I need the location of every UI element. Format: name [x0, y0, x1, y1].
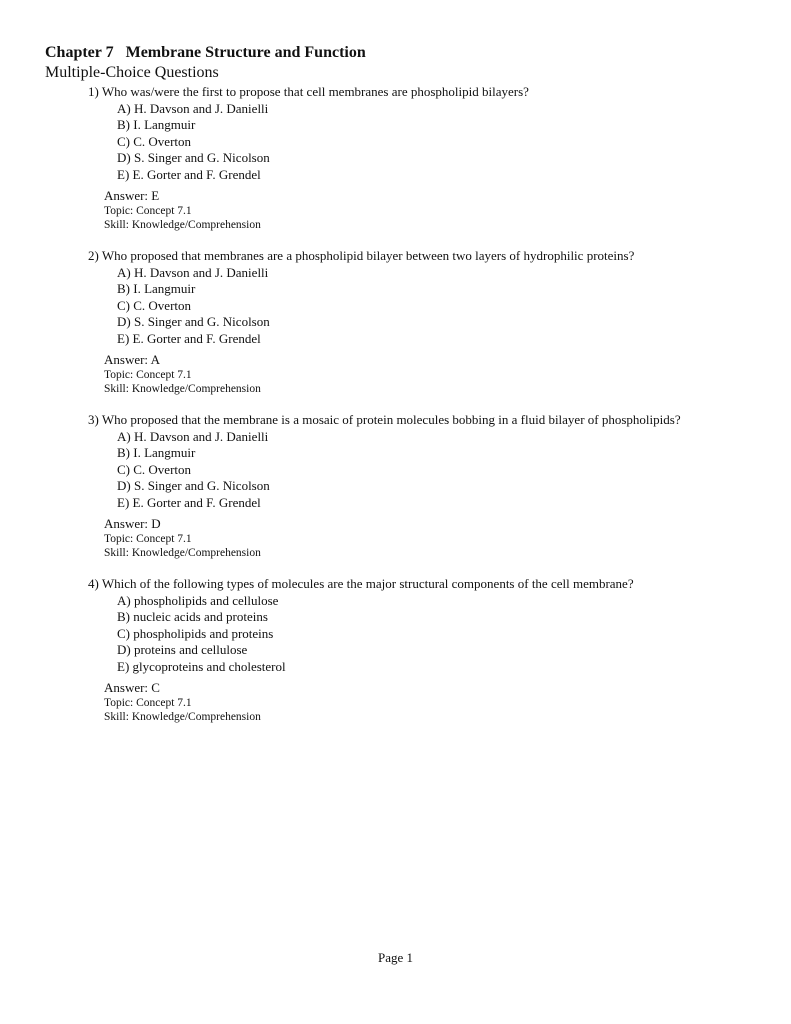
option-c	[117, 626, 778, 643]
answer-line	[104, 680, 778, 696]
chapter-title	[45, 44, 366, 62]
skill-value: Knowledge/Comprehension	[131, 219, 261, 231]
option-text: proteins and cellulose	[133, 642, 248, 657]
option-e	[117, 659, 778, 676]
answer-value: D	[151, 516, 161, 531]
option-text: I. Langmuir	[133, 445, 196, 460]
option-text: E. Gorter and F. Grendel	[132, 494, 261, 510]
option-e	[117, 167, 778, 184]
option-e	[117, 495, 778, 512]
topic-label: Topic:	[104, 369, 134, 381]
option-text: E. Gorter and F. Grendel	[132, 330, 261, 346]
option-list	[117, 593, 778, 676]
question-meta	[104, 188, 778, 232]
option-letter: E)	[117, 330, 130, 346]
skill-line	[104, 218, 778, 232]
option-c	[117, 134, 778, 151]
topic-value: Concept 7.1	[136, 697, 192, 709]
option-c	[117, 298, 778, 315]
question-2	[88, 248, 778, 396]
option-letter: A)	[117, 428, 131, 444]
question-text: Who proposed that the membrane is a mosaic of protein molecules bobbing in a fluid bilayer of phospholipids?	[101, 412, 681, 427]
option-b	[117, 445, 778, 462]
option-letter: B)	[117, 609, 130, 624]
answer-label: Answer:	[104, 188, 149, 203]
option-list	[117, 265, 778, 348]
option-d	[117, 642, 778, 659]
chapter-label: Chapter 7	[45, 44, 114, 61]
question-number: 4)	[88, 576, 99, 591]
answer-value: C	[151, 680, 160, 695]
question-stem	[88, 248, 778, 265]
answer-line	[104, 188, 778, 204]
option-letter: D)	[117, 314, 131, 329]
topic-line	[104, 532, 778, 546]
option-a	[117, 101, 778, 118]
option-letter: C)	[117, 133, 130, 149]
section-title: Multiple-Choice Questions	[45, 64, 219, 81]
answer-line	[104, 516, 778, 532]
question-meta	[104, 516, 778, 560]
skill-label: Skill:	[104, 219, 129, 231]
skill-value: Knowledge/Comprehension	[131, 711, 261, 723]
answer-label: Answer:	[104, 516, 149, 531]
option-letter: B)	[117, 445, 130, 460]
answer-value: A	[150, 352, 160, 367]
topic-label: Topic:	[104, 205, 134, 217]
option-text: S. Singer and G. Nicolson	[133, 314, 270, 329]
answer-line	[104, 352, 778, 368]
question-stem	[88, 412, 778, 429]
answer-label: Answer:	[104, 680, 149, 695]
option-a	[117, 429, 778, 446]
option-letter: E)	[117, 494, 130, 510]
option-b	[117, 609, 778, 626]
option-letter: C)	[117, 625, 130, 641]
option-text: E. Gorter and F. Grendel	[132, 166, 261, 182]
question-text: Who was/were the first to propose that cell membranes are phospholipid bilayers?	[101, 84, 529, 99]
question-number: 2)	[88, 248, 99, 263]
option-text: H. Davson and J. Danielli	[133, 428, 269, 444]
option-letter: B)	[117, 281, 130, 296]
answer-label: Answer:	[104, 352, 149, 367]
option-e	[117, 331, 778, 348]
question-3	[88, 412, 778, 560]
option-letter: D)	[117, 150, 131, 165]
option-d	[117, 478, 778, 495]
option-letter: B)	[117, 117, 130, 132]
skill-line	[104, 546, 778, 560]
skill-line	[104, 710, 778, 724]
question-meta	[104, 680, 778, 724]
answer-value: E	[151, 188, 160, 203]
option-text: H. Davson and J. Danielli	[133, 100, 269, 116]
option-text: C. Overton	[133, 461, 192, 477]
option-text: C. Overton	[133, 297, 192, 313]
option-d	[117, 150, 778, 167]
option-letter: A)	[117, 264, 131, 280]
question-text: Who proposed that membranes are a phospholipid bilayer between two layers of hydrophilic proteins?	[101, 248, 635, 263]
option-letter: C)	[117, 461, 130, 477]
question-1	[88, 84, 778, 232]
question-stem	[88, 84, 778, 101]
topic-value: Concept 7.1	[136, 533, 192, 545]
topic-line	[104, 696, 778, 710]
question-stem	[88, 576, 778, 593]
option-letter: E)	[117, 166, 130, 182]
option-letter: D)	[117, 478, 131, 493]
option-text: H. Davson and J. Danielli	[133, 264, 269, 280]
option-text: S. Singer and G. Nicolson	[133, 150, 270, 165]
option-text: nucleic acids and proteins	[133, 609, 268, 624]
topic-label: Topic:	[104, 697, 134, 709]
option-letter: E)	[117, 658, 130, 674]
option-letter: C)	[117, 297, 130, 313]
option-letter: A)	[117, 592, 131, 608]
option-text: I. Langmuir	[133, 117, 196, 132]
skill-label: Skill:	[104, 547, 129, 559]
topic-label: Topic:	[104, 533, 134, 545]
chapter-name: Membrane Structure and Function	[125, 44, 366, 61]
option-text: S. Singer and G. Nicolson	[133, 478, 270, 493]
option-text: glycoproteins and cholesterol	[132, 658, 286, 674]
topic-value: Concept 7.1	[136, 205, 192, 217]
question-number: 3)	[88, 412, 99, 427]
option-text: C. Overton	[133, 133, 192, 149]
page-number: Page 1	[377, 950, 414, 965]
option-list	[117, 429, 778, 512]
skill-value: Knowledge/Comprehension	[131, 547, 261, 559]
option-list	[117, 101, 778, 184]
question-meta	[104, 352, 778, 396]
skill-label: Skill:	[104, 711, 129, 723]
option-a	[117, 265, 778, 282]
question-4	[88, 576, 778, 724]
option-a	[117, 593, 778, 610]
skill-value: Knowledge/Comprehension	[131, 383, 261, 395]
skill-label: Skill:	[104, 383, 129, 395]
option-letter: D)	[117, 642, 131, 657]
option-text: phospholipids and cellulose	[133, 592, 279, 608]
option-d	[117, 314, 778, 331]
skill-line	[104, 382, 778, 396]
option-text: I. Langmuir	[133, 281, 196, 296]
topic-value: Concept 7.1	[136, 369, 192, 381]
option-text: phospholipids and proteins	[133, 625, 274, 641]
question-text: Which of the following types of molecules are the major structural components of the cell membrane?	[101, 576, 634, 591]
option-letter: A)	[117, 100, 131, 116]
question-number: 1)	[88, 84, 99, 99]
option-c	[117, 462, 778, 479]
topic-line	[104, 368, 778, 382]
option-b	[117, 281, 778, 298]
option-b	[117, 117, 778, 134]
topic-line	[104, 204, 778, 218]
